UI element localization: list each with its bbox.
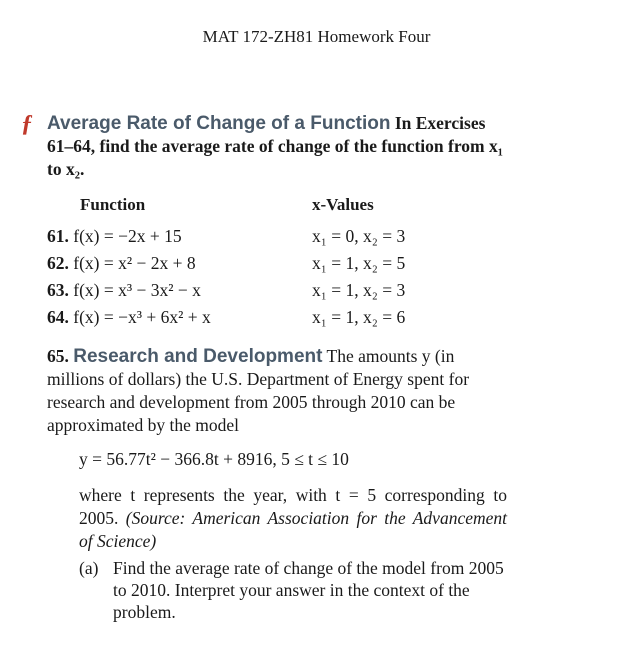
part-a-text: Find the average rate of change of the model from 2005 to 2010. Interpret your answer in the context of the problem.	[113, 558, 504, 622]
x-values: x₁ = 1, x₂ = 3	[312, 280, 406, 300]
problem-text: The amounts y (in millions of dollars) the U.S. Department of Energy spent for research and development from 2005 through 2010 can be approximated by the model	[47, 346, 470, 435]
problem-heading: Research and Development	[73, 346, 323, 367]
source-citation: (Source: American Association for the Advancement of Science)	[79, 508, 507, 551]
function-expression: f(x) = −2x + 15	[73, 226, 182, 246]
exercise-number: 63.	[47, 280, 69, 300]
x-values: x₁ = 0, x₂ = 3	[312, 226, 406, 246]
problem-number: 65.	[47, 346, 69, 366]
column-header-function: Function	[80, 195, 146, 214]
exercise-number: 61.	[47, 226, 69, 246]
exercise-number: 64.	[47, 307, 69, 327]
problem-text-after: where t represents the year, with t = 5 corresponding to 2005.	[79, 485, 507, 528]
table-row	[47, 253, 607, 277]
x-values: x₁ = 1, x₂ = 5	[312, 253, 406, 273]
function-expression: f(x) = x² − 2x + 8	[73, 253, 196, 273]
intro-paragraph	[21, 111, 507, 181]
function-expression: f(x) = x³ − 3x² − x	[73, 280, 201, 300]
x-values: x₁ = 1, x₂ = 6	[312, 307, 406, 327]
problem-65	[47, 345, 507, 437]
function-expression: f(x) = −x³ + 6x² + x	[73, 307, 211, 327]
page-header: MAT 172-ZH81 Homework Four	[202, 27, 431, 46]
column-header-xvalues: x-Values	[312, 195, 374, 214]
table-row	[47, 226, 607, 250]
exercise-number: 62.	[47, 253, 69, 273]
model-equation: y = 56.77t² − 366.8t + 8916, 5 ≤ t ≤ 10	[79, 449, 349, 469]
f-symbol-icon: ƒ	[21, 111, 33, 137]
table-row	[47, 307, 607, 331]
intro-heading: Average Rate of Change of a Function	[47, 113, 391, 134]
intro-text: In Exercises 61–64, find the average rate of change of the function from x₁ to x₂.	[47, 113, 503, 179]
part-a-label: (a)	[79, 558, 99, 578]
part-a	[79, 557, 507, 623]
table-row	[47, 280, 607, 304]
problem-65-continued	[79, 484, 507, 553]
